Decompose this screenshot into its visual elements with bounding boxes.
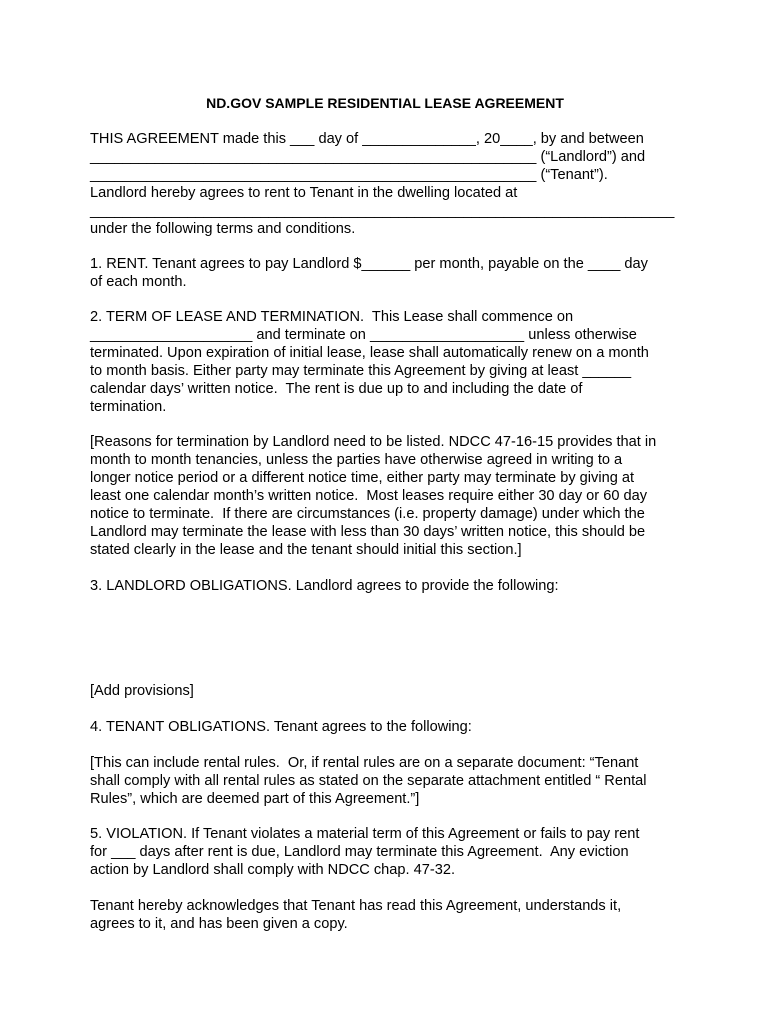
reasons-note-line: longer notice period or a different notice time, either party may terminate by giving at [90,470,635,486]
term-clause-line: terminated. Upon expiration of initial lease, lease shall automatically renew on a month [90,345,649,361]
reasons-note-line: month to month tenancies, unless the parties have otherwise agreed in writing to a [90,452,623,468]
term-clause-line: calendar days’ written notice. The rent is due up to and including the date of [90,381,583,397]
reasons-note-line: Landlord may terminate the lease with less than 30 days’ written notice, this should be [90,524,646,540]
add-provisions-placeholder: [Add provisions] [90,683,194,699]
term-clause-line: 2. TERM OF LEASE AND TERMINATION. This Lease shall commence on [90,309,574,325]
intro-line: Landlord hereby agrees to rent to Tenant in the dwelling located at [90,185,518,201]
intro-line: ________________________________________________________________________ [90,203,675,219]
reasons-note-line: [Reasons for termination by Landlord need to be listed. NDCC 47-16-15 provides that in [90,434,657,450]
reasons-note-line: stated clearly in the lease and the tenant should initial this section.] [90,542,522,558]
tenant-obligations-heading: 4. TENANT OBLIGATIONS. Tenant agrees to the following: [90,719,472,735]
violation-clause-line: 5. VIOLATION. If Tenant violates a material term of this Agreement or fails to pay rent [90,826,640,842]
intro-line: under the following terms and conditions. [90,221,356,237]
landlord-obligations-heading: 3. LANDLORD OBLIGATIONS. Landlord agrees to provide the following: [90,578,559,594]
rental-rules-note-line: [This can include rental rules. Or, if rental rules are on a separate document: “Tenant [90,755,639,771]
reasons-note-line: notice to terminate. If there are circumstances (i.e. property damage) under which the [90,506,645,522]
violation-clause-line: for ___ days after rent is due, Landlord may terminate this Agreement. Any eviction [90,844,629,860]
acknowledgement-line: Tenant hereby acknowledges that Tenant has read this Agreement, understands it, [90,898,622,914]
acknowledgement-line: agrees to it, and has been given a copy. [90,916,348,932]
term-clause-line: to month basis. Either party may terminate this Agreement by giving at least ______ [90,363,632,379]
reasons-note-line: least one calendar month’s written notice. Most leases require either 30 day or 60 day [90,488,648,504]
rental-rules-note-line: Rules”, which are deemed part of this Agreement.”] [90,791,420,807]
term-clause-line: termination. [90,399,167,415]
intro-line: THIS AGREEMENT made this ___ day of ______________, 20____, by and between [90,131,644,147]
rental-rules-note-line: shall comply with all rental rules as stated on the separate attachment entitled “ Rental [90,773,647,789]
term-clause-line: ____________________ and terminate on ___________________ unless otherwise [90,327,637,343]
violation-clause-line: action by Landlord shall comply with NDCC chap. 47-32. [90,862,456,878]
rent-clause-line: of each month. [90,274,187,290]
document-title: ND.GOV SAMPLE RESIDENTIAL LEASE AGREEMENT [206,95,564,111]
intro-line: _______________________________________________________ (“Tenant”). [90,167,608,183]
rent-clause-line: 1. RENT. Tenant agrees to pay Landlord $______ per month, payable on the ____ day [90,256,648,272]
intro-line: _______________________________________________________ (“Landlord”) and [90,149,646,165]
